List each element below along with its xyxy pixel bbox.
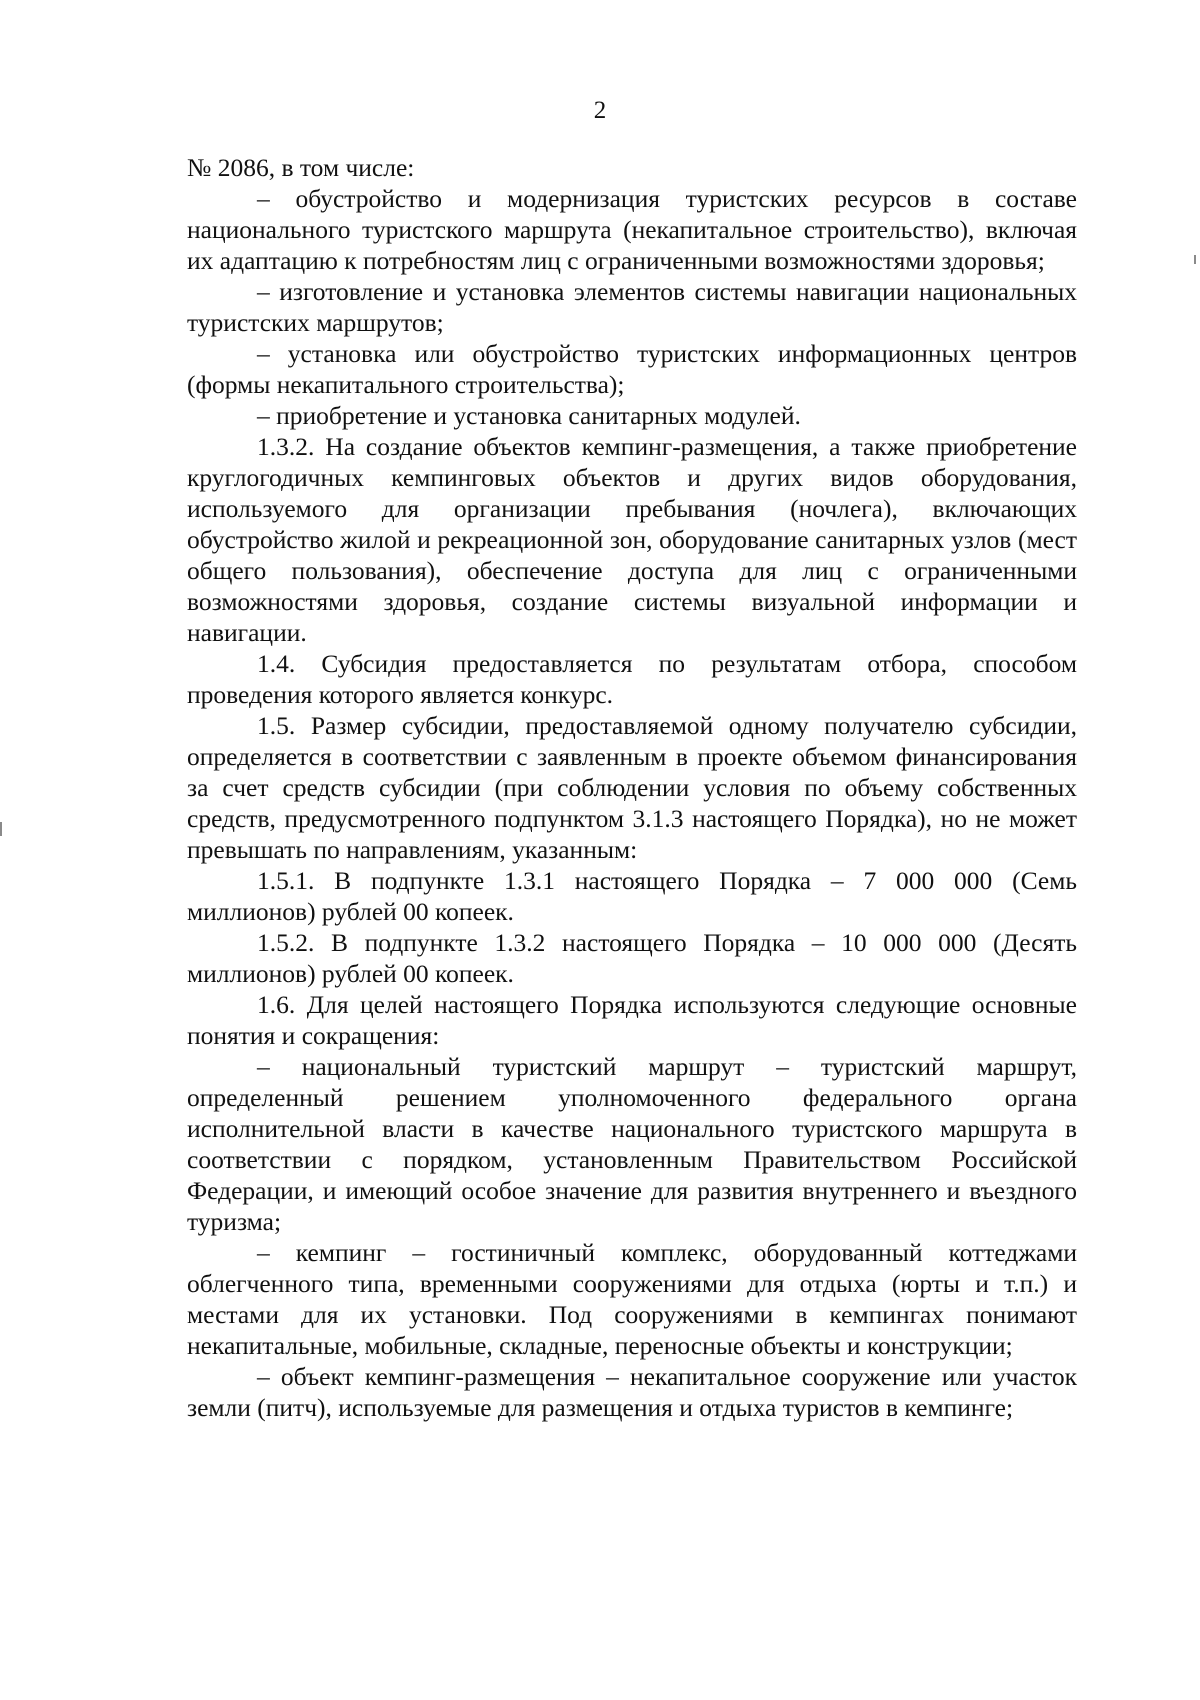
clause-1-4: 1.4. Субсидия предоставляется по результатам отбора, способом проведения которого является конкурс.	[187, 649, 1077, 709]
list-item-modernization: – обустройство и модернизация туристских ресурсов в составе национального туристского маршрута (некапитальное строительство), включая их адаптацию к потребностям лиц с ограниченными возможностями здоровья;	[187, 184, 1077, 275]
page-number: 2	[593, 97, 607, 124]
list-item-navigation: – изготовление и установка элементов системы навигации национальных туристских маршрутов;	[187, 277, 1077, 337]
document-body	[187, 152, 1077, 1423]
clause-1-3-2: 1.3.2. На создание объектов кемпинг-размещения, а также приобретение круглогодичных кемпинговых объектов и других видов оборудования, используемого для организации пребывания (ночлега), включающих обустройство жилой и рекреационной зон, оборудование санитарных узлов (мест общего пользования), обеспечение доступа для лиц с ограниченными возможностями здоровья, создание системы визуальной информации и навигации.	[187, 432, 1077, 647]
definition-camping-object: – объект кемпинг-размещения – некапитальное сооружение или участок земли (питч), используемые для размещения и отдыха туристов в кемпинге;	[187, 1362, 1077, 1422]
clause-1-5: 1.5. Размер субсидии, предоставляемой одному получателю субсидии, определяется в соответствии с заявленным в проекте объемом финансирования за счет средств субсидии (при соблюдении условия по объему собственных средств, предусмотренного подпунктом 3.1.3 настоящего Порядка), но не может превышать по направлениям, указанным:	[187, 711, 1077, 864]
definition-camping: – кемпинг – гостиничный комплекс, оборудованный коттеджами облегченного типа, временными сооружениями для отдыха (юрты и т.п.) и местами для их установки. Под сооружениями в кемпингах понимают некапитальные, мобильные, складные, переносные объекты и конструкции;	[187, 1238, 1077, 1360]
scan-mark-left	[0, 822, 2, 836]
scan-mark-right	[1194, 255, 1196, 264]
clause-1-5-2: 1.5.2. В подпункте 1.3.2 настоящего Порядка – 10 000 000 (Десять миллионов) рублей 00 копеек.	[187, 928, 1077, 988]
clause-1-5-1: 1.5.1. В подпункте 1.3.1 настоящего Порядка – 7 000 000 (Семь миллионов) рублей 00 копеек.	[187, 866, 1077, 926]
clause-1-6: 1.6. Для целей настоящего Порядка используются следующие основные понятия и сокращения:	[187, 990, 1077, 1050]
definition-national-route: – национальный туристский маршрут – туристский маршрут, определенный решением уполномоченного федерального органа исполнительной власти в качестве национального туристского маршрута в соответствии с порядком, установленным Правительством Российской Федерации, и имеющий особое значение для развития внутреннего и въездного туризма;	[187, 1052, 1077, 1236]
paragraph-continuation: № 2086, в том числе:	[187, 153, 415, 182]
list-item-info-centers: – установка или обустройство туристских информационных центров (формы некапитального строительства);	[187, 339, 1077, 399]
list-item-sanitary-modules: – приобретение и установка санитарных модулей.	[257, 401, 801, 430]
